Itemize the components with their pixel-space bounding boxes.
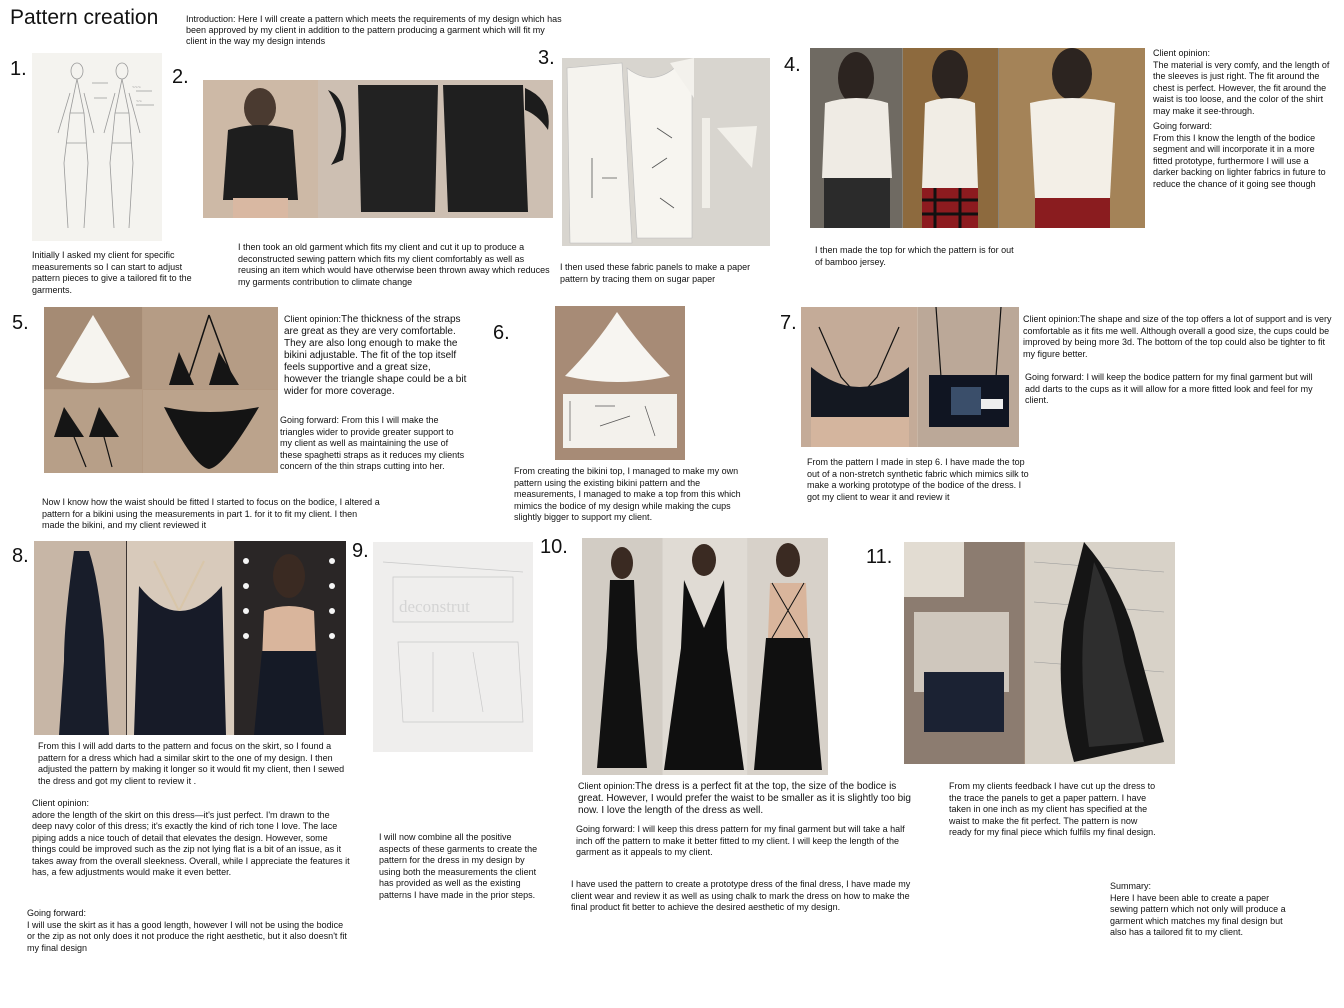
step-2-deconstructed-tshirt-image <box>203 80 553 218</box>
step-7-number: 7. <box>780 312 797 334</box>
step-10-opinion-text: The dress is a perfect fit at the top, the size of the bodice is great. However, I would prefer the waist to be smaller as it is slightly too big now. I love the length of the dress as well. <box>578 781 911 816</box>
step-10-opinion-heading: Client opinion: <box>578 781 636 791</box>
step-1-number: 1. <box>10 58 27 80</box>
step-5-caption: Now I know how the waist should be fitted I started to focus on the bodice, I altered a pattern for a bikini using the measurements in part 1. for it to fit my client. I then made the bikini, and my client reviewed it <box>42 497 380 530</box>
step-11-cut-dress-image <box>904 542 1175 764</box>
step-10-caption: I have used the pattern to create a prototype dress of the final dress, I have made my client wear and review it as well as using chalk to mark the dress on how to make the final product fit better to achieve the desired aesthetic of my design. <box>571 879 911 912</box>
step-2-caption: I then took an old garment which fits my client and cut it up to produce a deconstructed sewing pattern which fits my client comfortably as well as reusing an item which would have otherwise been thrown away which reduces my garments contribution to climate change <box>238 242 550 287</box>
step-1-measurement-sketch-image <box>32 53 162 241</box>
step-6-bikini-pattern-image <box>555 306 685 460</box>
step-5-number: 5. <box>12 312 29 334</box>
step-9-caption: I will now combine all the positive aspects of these garments to create the pattern for the dress in my design by using both the measurements the client has provided as well as the existing patterns I have made in the prior steps. <box>379 832 538 900</box>
step-8-opinion-heading: Client opinion: <box>32 798 90 808</box>
step-7-opinion-text: Client opinion:The shape and size of the top offers a lot of support and is very comfortable as it fits me well. Although overall a good size, the cups could be improved by being more 3d. The bottom of the top could also be tighter to fit my figure better. <box>1023 314 1332 359</box>
step-9-number: 9. <box>352 540 369 562</box>
step-1-caption: Initially I asked my client for specific measurements so I can start to adjust pattern pieces to give a tailored fit to the garments. <box>32 250 192 295</box>
step-4-opinion-block <box>1153 48 1333 190</box>
step-6-caption: From creating the bikini top, I managed to make my own pattern using the existing bikini pattern and the measurements, I managed to make a top from this which mimics the bodice of my design while making the cups slightly bigger to support my client. <box>514 466 741 522</box>
step-10-black-dress-image <box>582 538 828 775</box>
step-5-opinion-heading: Client opinion: <box>284 314 342 324</box>
svg-text:~~: ~~ <box>136 99 142 105</box>
summary-block <box>1110 881 1292 939</box>
page-title: Pattern creation <box>10 6 159 29</box>
step-2-number: 2. <box>172 66 189 88</box>
step-3-caption: I then used these fabric panels to make a paper pattern by tracing them on sugar paper <box>560 262 751 284</box>
step-4-opinion-text: The material is very comfy, and the length of the sleeves is just right. The fit around the chest is perfect. However, the fit around the waist is too loose, and the color of the shirt may make it see-through. <box>1153 59 1330 116</box>
step-8-opinion-text: adore the length of the skirt on this dress—it's just perfect. I'm drawn to the deep navy color of this dress; it's exactly the kind of rich tone I love. The lace piping adds a nice touch of detail that elevates the design. However, some things could be improved such as the zip not lying flat is a bit of an issue, as it takes away from the overall sleekness. Overall, while I appreciate the features it has, a few adjustments would make it even better. <box>32 809 350 877</box>
step-5-forward-text: Going forward: From this I will make the triangles wider to provide greater support to my client as well as maintaining the use of these spaghetti straps as it reduces my clients concern of the thin straps cutting into her. <box>280 415 465 471</box>
step-7-bodice-prototype-image <box>801 307 1019 447</box>
summary-text: Here I have been able to create a paper sewing pattern which not only will produce a garment which matches my final design but also has a tailored fit to my client. <box>1110 892 1286 937</box>
step-3-number: 3. <box>538 47 555 69</box>
step-7-forward-text: Going forward: I will keep the bodice pattern for my final garment but will add darts to the cups as it will allow for a more fitted look and feel for my client. <box>1025 372 1313 405</box>
summary-heading: Summary: <box>1110 881 1152 891</box>
step-4-caption: I then made the top for which the pattern is for out of bamboo jersey. <box>815 245 1014 267</box>
step-8-number: 8. <box>12 545 29 567</box>
step-8-forward-block <box>27 908 347 954</box>
step-11-caption: From my clients feedback I have cut up the dress to the trace the panels to get a paper pattern. I have taken in one inch as my client has specified at the waist to make the fit perfect. The pattern is now ready for my final piece which fulfils my final design. <box>949 781 1156 837</box>
step-8-opinion-block <box>32 798 352 879</box>
step-8-forward-text: I will use the skirt as it has a good length, however I will not be using the bodice or the zip as not only does it not produce the right aesthetic, but it also doesn't fit my final design <box>27 919 347 953</box>
step-8-caption: From this I will add darts to the pattern and focus on the skirt, so I found a pattern for a dress which had a similar skirt to the one of my design. I then adjusted the pattern by making it longer so it would fit my client, then I sewed the dress and got my client to review it . <box>38 741 345 786</box>
step-10-number: 10. <box>540 536 568 558</box>
step-4-number: 4. <box>784 54 801 76</box>
step-7-caption: From the pattern I made in step 6. I have made the top out of a non-stretch synthetic fabric which mimics silk to make a working prototype of the bodice of the dress. I got my client to wear it and review it <box>807 457 1029 502</box>
step-10-opinion-block <box>578 780 914 817</box>
step-5-bikini-image <box>44 307 278 473</box>
step-4-forward-heading: Going forward: <box>1153 121 1213 131</box>
step-11-number: 11. <box>866 546 893 568</box>
step-5-opinion-text: The thickness of the straps are great as they are very comfortable. They are also long enough to make the bikini adjustable. The fit of the top itself feels supportive and a great size, however the triangle shape could be a bit wider for more coverage. <box>284 314 467 397</box>
step-8-navy-dress-image <box>34 541 346 735</box>
step-4-opinion-heading: Client opinion: <box>1153 48 1211 58</box>
step-10-forward-text: Going forward: I will keep this dress pattern for my final garment but will take a half inch off the pattern to make it better fitted to my client. I will keep the length of the garment as it appeals to my client. <box>576 824 905 857</box>
introduction-text: Introduction: Here I will create a pattern which meets the requirements of my design which has been approved by my client in addition to the pattern producing a garment which will fit my client in the way my design intends <box>186 14 562 46</box>
step-4-bamboo-jersey-top-image <box>810 48 1145 228</box>
svg-text:~~~: ~~~ <box>132 85 141 91</box>
step-9-dress-pattern-image <box>373 542 533 752</box>
step-8-forward-heading: Going forward: <box>27 908 87 918</box>
step-6-number: 6. <box>493 322 510 344</box>
step-5-opinion-block <box>284 313 470 398</box>
step-9-pattern-watermark: deconstrut <box>399 597 470 616</box>
step-4-forward-text: From this I know the length of the bodice segment and will incorporate it in a more fitted prototype, furthermore I will use a darker backing on lighter fabrics in future to reduce the chance of it going see though <box>1153 132 1326 189</box>
step-3-paper-pattern-image <box>562 58 770 246</box>
